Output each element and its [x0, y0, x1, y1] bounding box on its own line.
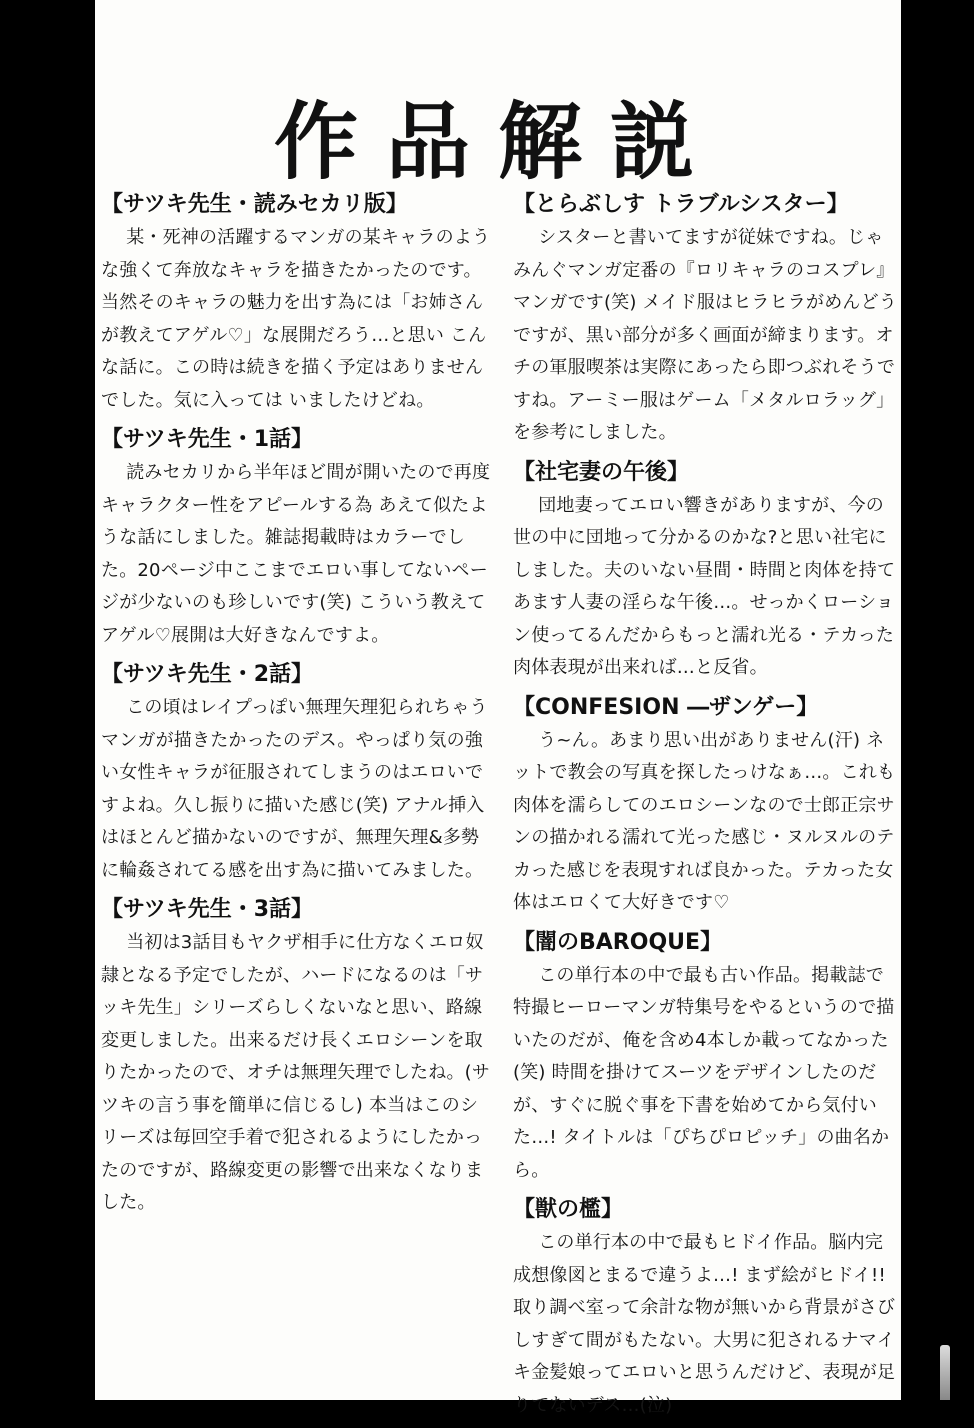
manga-page [95, 0, 901, 1416]
section-body: この単行本の中で最もヒドイ作品。脳内完成想像図とまるで違うよ…! まず絵がヒドイ!! 取り調べ室って余計な物が無いから背景がさびしすぎて間がもたない。大男に犯されるナマイキ金髪娘ってエロいと思うんだけど、表現が足りてないデス…(泣) [513, 1232, 896, 1416]
section-heading: 【 サツキ先生・3話 】 [101, 893, 493, 927]
commentary-section [513, 1193, 899, 1422]
section-heading: 【 闇のBAROQUE 】 [513, 926, 899, 960]
section-heading: 【 社宅妻の午後 】 [513, 456, 899, 490]
commentary-section [101, 423, 493, 652]
commentary-section [513, 926, 899, 1188]
page-edge [940, 1345, 950, 1400]
section-body: 団地妻ってエロい響きがありますが、今の世の中に団地って分かるのかな?と思い社宅にしました。夫のいない昼間・時間と肉体を持てあます人妻の淫らな午後…。せっかくローション使ってるんだからもっと濡れ光る・テカった肉体表現が出来れば…と反省。 [513, 494, 896, 678]
commentary-section [101, 893, 493, 1220]
section-heading: 【 サツキ先生・読みセカリ版 】 [101, 188, 493, 222]
commentary-section [513, 691, 899, 920]
section-body: この単行本の中で最も古い作品。掲載誌で特撮ヒーローマンガ特集号をやるというので描いたのだが、俺を含め4本しか載ってなかった(笑) 時間を掛けてスーツをデザインしたのだが、すぐに脱ぐ事を下書を始めてから気付いた…! タイトルは「ぴちぴロピッチ」の曲名から。 [513, 964, 895, 1181]
commentary-section [101, 658, 493, 887]
right-column [513, 188, 899, 1428]
commentary-section [513, 456, 899, 685]
section-heading: 【 獣の檻 】 [513, 1193, 899, 1227]
left-column [101, 188, 493, 1226]
commentary-section [513, 188, 899, 450]
section-heading: 【 サツキ先生・1話 】 [101, 423, 493, 457]
section-body: シスターと書いてますが従妹ですね。じゃみんぐマンガ定番の『ロリキャラのコスプレ』マンガです(笑) メイド服はヒラヒラがめんどうですが、黒い部分が多く画面が締まります。オチの軍服喫茶は実際にあったら即つぶれそうですね。アーミー服はゲーム「メタルロラッグ」を参考にしました。 [513, 227, 898, 443]
section-body: 読みセカリから半年ほど間が開いたので再度キャラクター性をアピールする為 あえて似たような話にしました。雑誌掲載時はカラーでした。20ページ中ここまでエロい事してないページが少ないのも珍しいです(笑) こういう教えてアゲル♡展開は大好きなんですよ。 [101, 462, 491, 646]
section-body: 某・死神の活躍するマンガの某キャラのような強くて奔放なキャラを描きたかったのです。当然そのキャラの魅力を出す為には「お姉さんが教えてアゲル♡」な展開だろう…と思い こんな話に。この時は続きを描く予定はありませんでした。気に入っては いましたけどね。 [101, 227, 491, 411]
section-body: この頃はレイプっぽい無理矢理犯られちゃうマンガが描きたかったのデス。やっぱり気の強い女性キャラが征服されてしまうのはエロいですよね。久し振りに描いた感じ(笑) アナル挿入はほとんど描かないのですが、無理矢理&多勢に輪姦されてる感を出す為に描いてみました。 [101, 697, 488, 881]
commentary-section [101, 188, 493, 417]
section-body: う~ん。あまり思い出がありません(汗) ネットで教会の写真を探したっけなぁ…。これも肉体を濡らしてのエロシーンなので士郎正宗サンの描かれる濡れて光った感じ・ヌルヌルのテカった感じを表現すれば良かった。テカった女体はエロくて大好きです♡ [513, 729, 896, 913]
section-heading: 【 CONFESION ―ザンゲー 】 [513, 691, 899, 725]
page-title: 作品解説 [273, 92, 722, 191]
section-heading: 【 サツキ先生・2話 】 [101, 658, 493, 692]
section-body: 当初は3話目もヤクザ相手に仕方なくエロ奴隷となる予定でしたが、ハードになるのは「サッキ先生」シリーズらしくないなと思い、路線変更しました。出来るだけ長くエロシーンを取りたかったので、オチは無理矢理でしたね。(サツキの言う事を簡単に信じるし) 本当はこのシリーズは毎回空手着で犯されるようにしたかったのですが、路線変更の影響で出来なくなりました。 [101, 932, 491, 1213]
section-heading: 【 とらぶしす トラブルシスター 】 [513, 188, 899, 222]
